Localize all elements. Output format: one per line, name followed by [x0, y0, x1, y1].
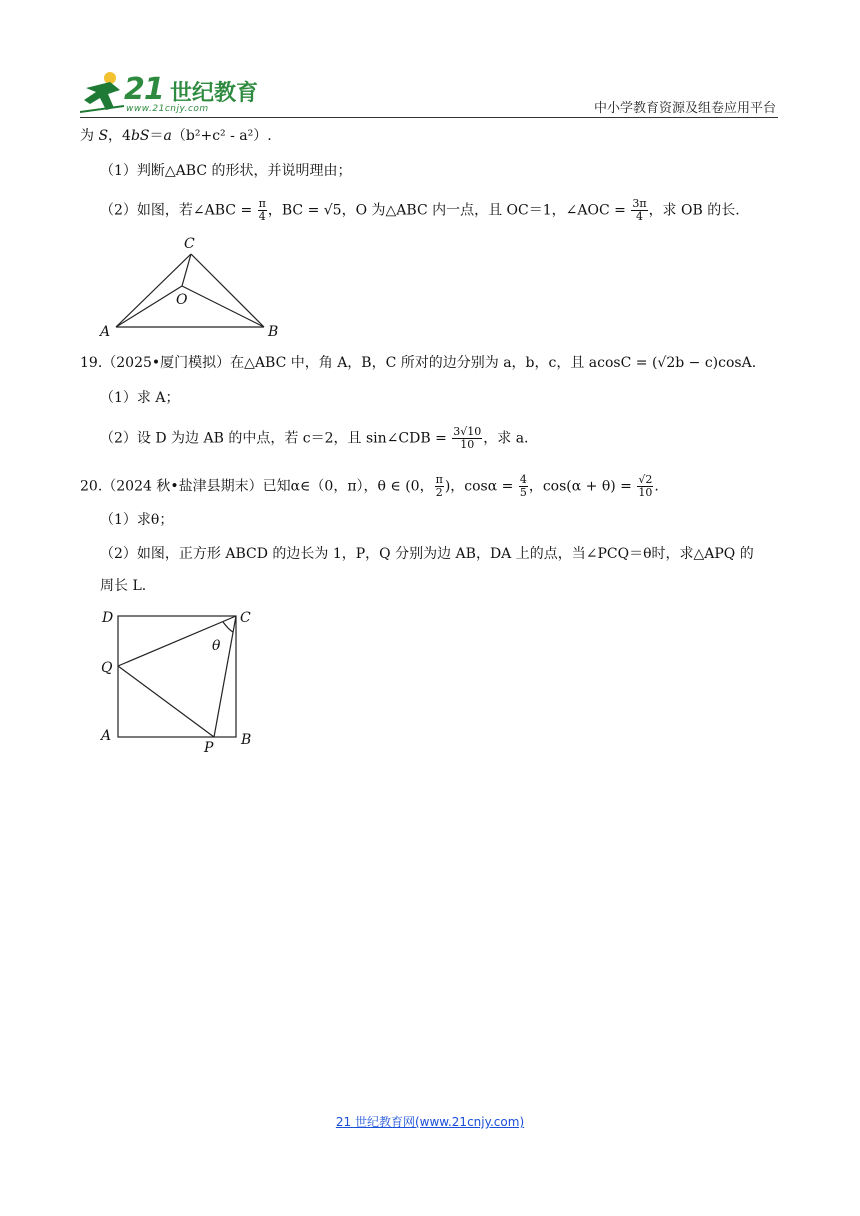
q19-part1: （1）求 A；	[100, 390, 180, 406]
header-divider	[80, 117, 778, 118]
fraction: $\frac{4}{5}$	[519, 473, 527, 499]
q18-part1: （1）判断△ABC 的形状，并说明理由；	[100, 163, 352, 179]
q19-part2: （2）设 D 为边 AB 的中点，若 c＝2，且 sin∠CDB = $\frac{3√10}{10}$ ，求 a.	[100, 425, 529, 451]
fraction: $\frac{√2}{10}$	[638, 473, 653, 499]
q20-part2-cont: 周长 L.	[100, 578, 147, 594]
label-c: C	[240, 610, 251, 626]
label-theta: θ	[212, 638, 221, 654]
label-o: O	[176, 292, 188, 308]
label-q: Q	[101, 660, 113, 676]
logo-number: 21	[124, 72, 164, 107]
fraction: $\frac{\pi}{2}$	[435, 473, 443, 499]
platform-title: 中小学教育资源及组卷应用平台	[593, 101, 776, 116]
logo-title: 世纪教育	[170, 81, 259, 106]
label-b: B	[241, 732, 252, 748]
fraction: $\frac{3\pi}{4}$	[632, 197, 647, 223]
footer-link[interactable]: 21 世纪教育网(www.21cnjy.com)	[335, 1115, 525, 1129]
q20-stem: 20.（2024 秋•盐津县期末）已知α∈（0，π），θ ∈ (0， $\frac{\pi}{2}$ )，cosα = $\frac{4}{5}$ ，cos(α + θ) = $\frac{√2}{10}$ .	[80, 473, 659, 499]
figure-square-abcd	[96, 604, 266, 754]
figure-triangle-abc	[96, 232, 286, 342]
label-d: D	[102, 610, 114, 626]
label-a: A	[101, 728, 112, 744]
q18-continuation: 为 S，4bS＝a（b²+c² - a²）.	[80, 128, 272, 144]
runner-logo-icon	[80, 68, 130, 116]
fraction: $\frac{3√10}{10}$	[453, 425, 482, 451]
q19-stem: 19.（2025•厦门模拟）在△ABC 中，角 A，B，C 所对的边分别为 a，b，c，且 acosC = (√2b − c)cosA.	[80, 355, 757, 371]
label-b: B	[268, 324, 279, 340]
fraction: $\frac{\pi}{4}$	[258, 197, 266, 223]
label-c: C	[184, 236, 195, 252]
label-a: A	[100, 324, 111, 340]
logo-url: www.21cnjy.com	[126, 104, 209, 114]
label-p: P	[204, 740, 214, 754]
q20-part1: （1）求θ；	[100, 512, 174, 528]
q18-part2: （2）如图，若∠ABC = $\frac{\pi}{4}$ ，BC = √5，O 为△ABC 内一点，且 OC＝1，∠AOC = $\frac{3\pi}{4}$ ，求 OB 的长.	[100, 197, 740, 223]
q20-part2: （2）如图，正方形 ABCD 的边长为 1，P，Q 分别为边 AB，DA 上的点，当∠PCQ＝θ时，求△APQ 的	[100, 546, 754, 562]
